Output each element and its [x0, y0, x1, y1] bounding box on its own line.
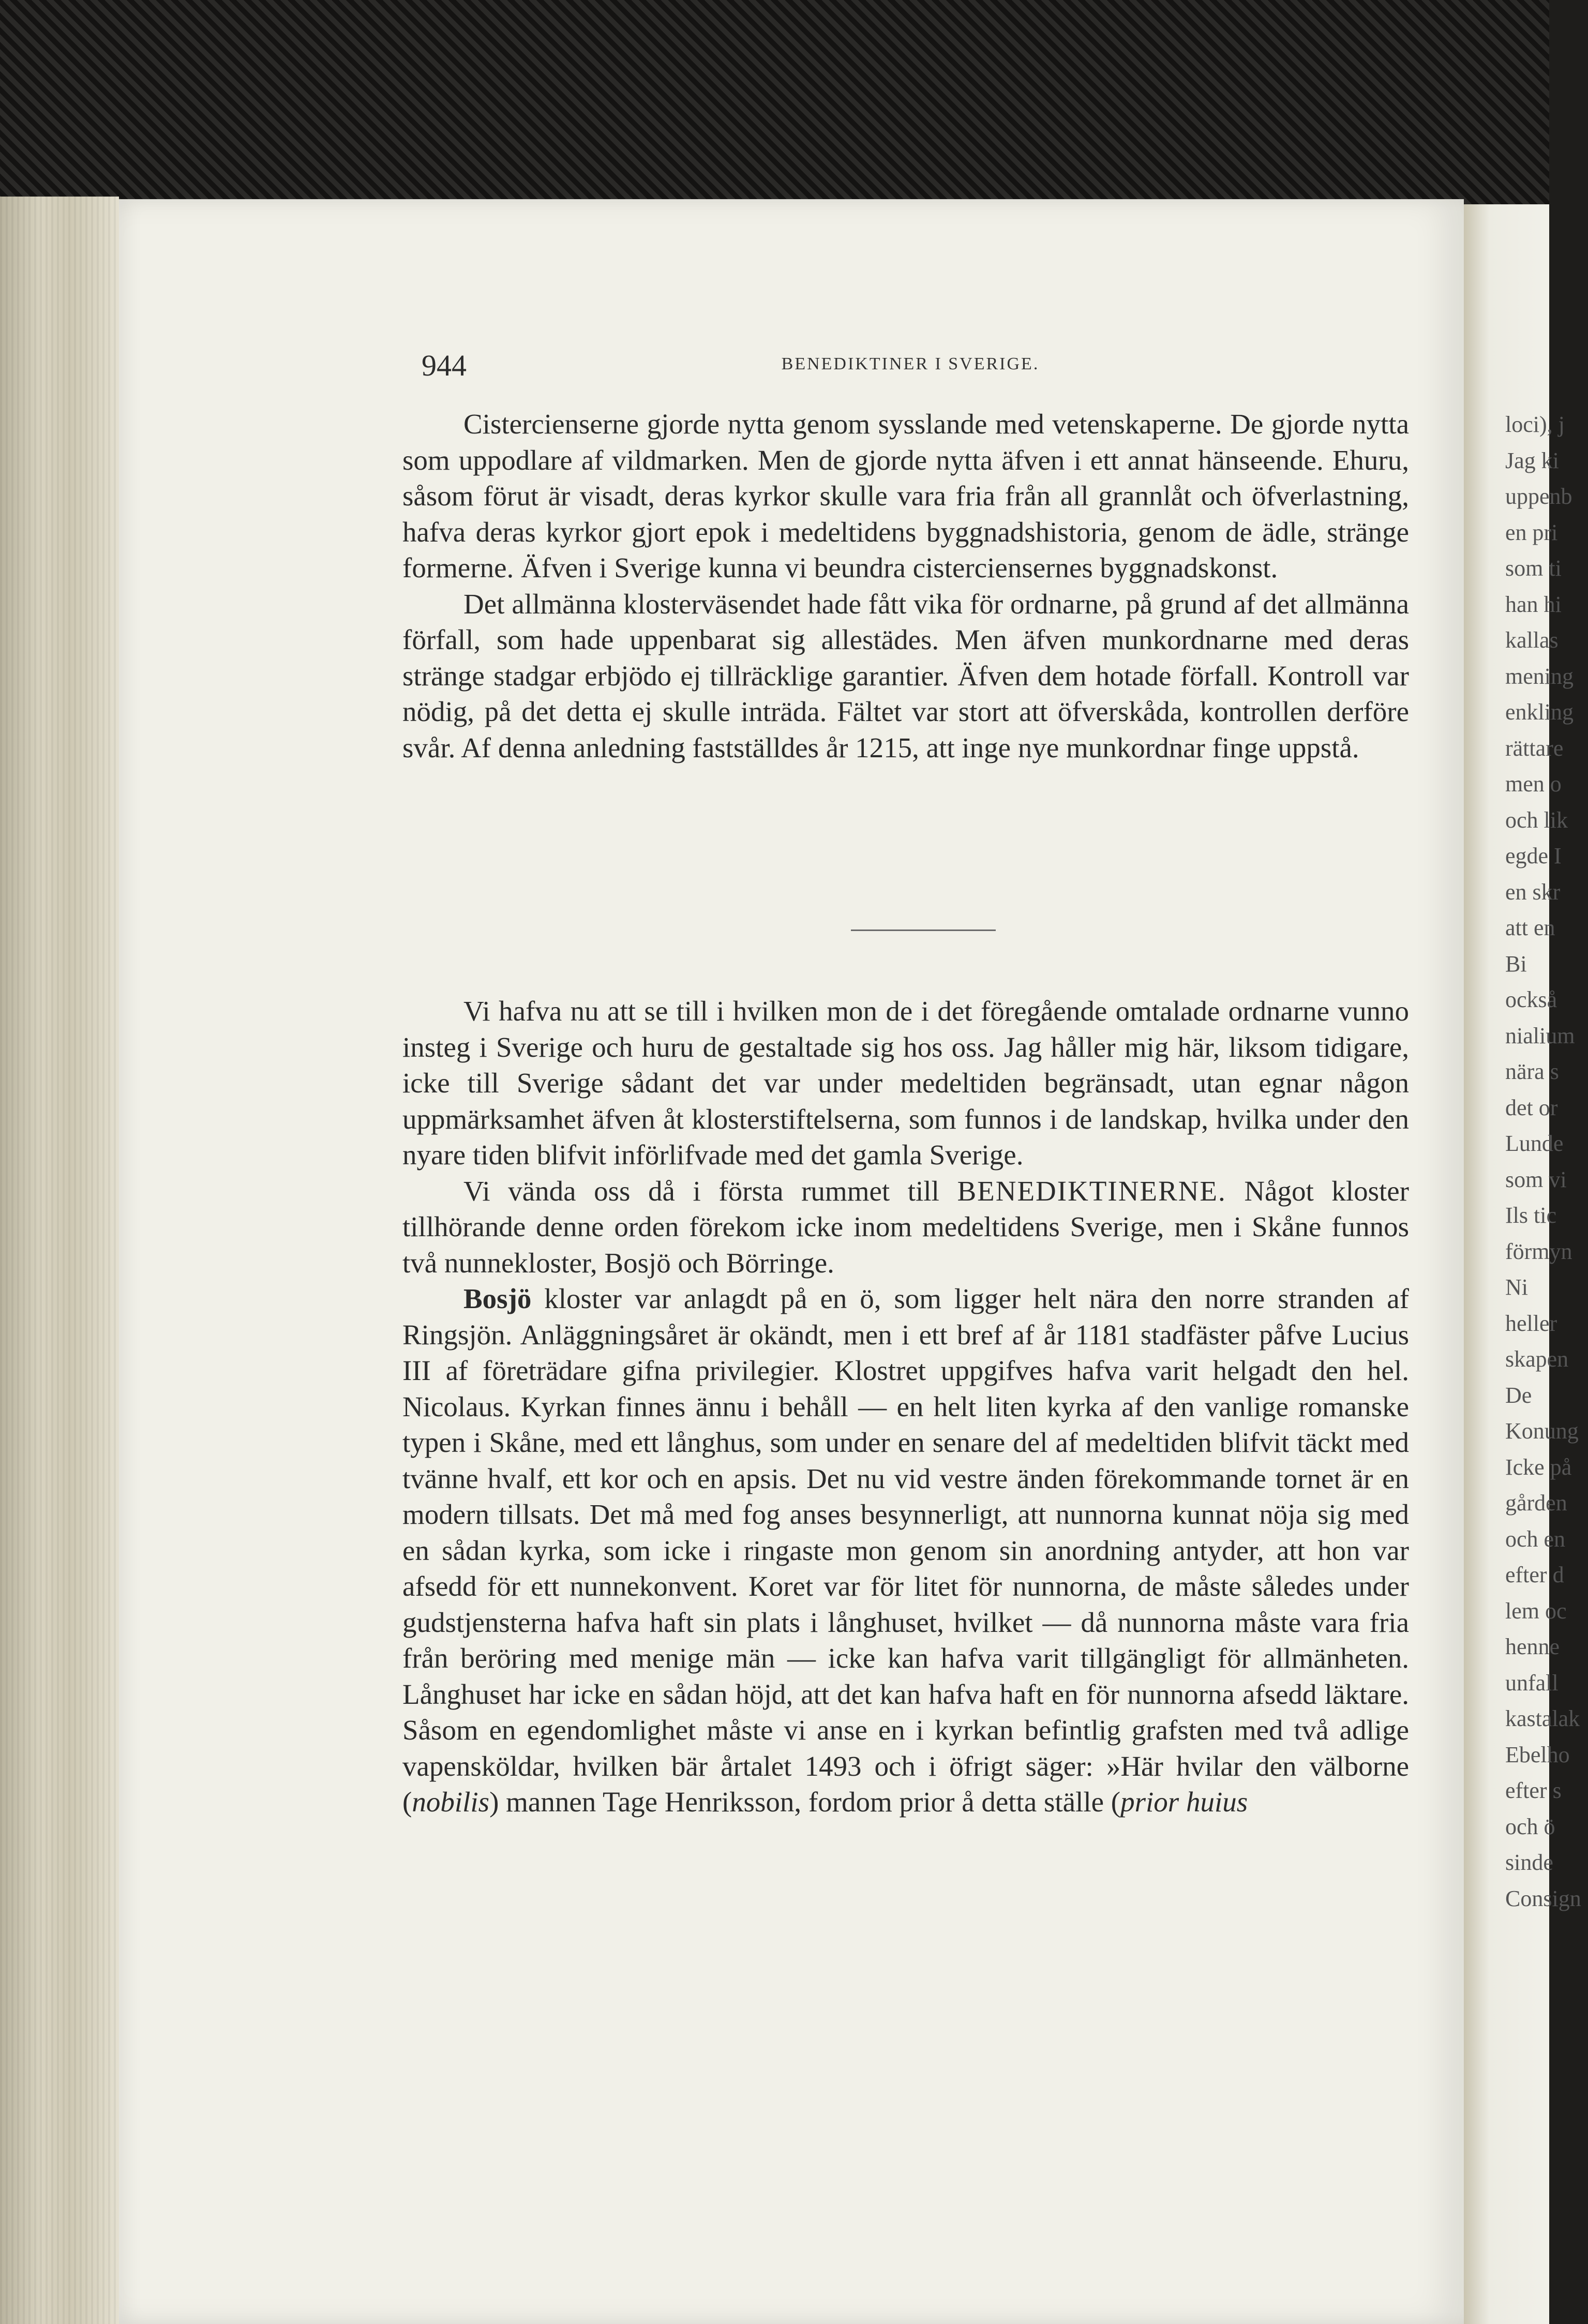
- adjacent-page-fragment: Consign: [1505, 1885, 1581, 1911]
- latin-term: nobilis: [412, 1786, 490, 1818]
- adjacent-page-fragment: och lik: [1505, 807, 1568, 833]
- adjacent-page-fragment: mening: [1505, 663, 1574, 689]
- adjacent-page-fragment: han hi: [1505, 591, 1562, 617]
- adjacent-page-fragment: en skr: [1505, 879, 1561, 905]
- text-span: Vi vända oss då i första rummet till: [463, 1175, 957, 1207]
- adjacent-page-fragment: men o: [1505, 771, 1562, 797]
- text-span: kloster var anlagdt på en ö, som ligger helt nära den norre stranden af Ringsjön. Anläggningsåret är okändt, men i ett bref af år 1181 stadfäster påfve Lucius III af företrädare gifna privilegier. Klostret uppgifves hafva varit helgadt den hel. Nicolaus. Kyrkan finnes ännu i behåll — en helt liten kyrka af den vanlige romanske typen i Skåne, med ett långhus, som under en senare del af medeltiden blifvit täckt med tvänne hvalf, ett kor och en apsis. Det nu vid vestre änden förekommande tornet är en modern tillsats. Det må med fog anses besynnerligt, att nunnorna kunnat nöja sig med en sådan kyrka, som icke i ringaste mon genom sin anordning antyder, att hon var afsedd för ett nunnekonvent. Koret var för litet för nunnorna, de måste således under gudstjensterna hafva haft sin plats i långhuset, hvilket — då nunnorna måste vara fria från beröring med menige män — icke kan hafva varit tillgängligt för allmänheten. Långhuset har icke en sådan höjd, att det kan hafva haft en för nunnorna afsedd läktare. Såsom en egendomlighet måste vi anse en i kyrkan befintlig grafsten med två adlige vapensköldar, hvilken bär årtalet 1493 och i öfrigt säger: »Här hvilar den välborne (: [402, 1283, 1409, 1818]
- section-divider: [851, 929, 996, 931]
- adjacent-page-fragment: att en: [1505, 915, 1555, 940]
- adjacent-page-fragment: kastalak: [1505, 1706, 1580, 1731]
- adjacent-page: [1464, 204, 1581, 2324]
- adjacent-page-fragment: förmyn: [1505, 1238, 1572, 1264]
- adjacent-page-fragment: gården: [1505, 1490, 1567, 1516]
- adjacent-page-fragment: uppenb: [1505, 484, 1572, 509]
- paragraph: [402, 1173, 1409, 1281]
- text-span: ) mannen Tage Henriksson, fordom prior å detta ställe (: [489, 1786, 1121, 1818]
- adjacent-page-fragment: som vi: [1505, 1166, 1567, 1192]
- adjacent-page-fragment: kallas: [1505, 627, 1559, 653]
- adjacent-page-fragment: Bi: [1505, 951, 1527, 977]
- paragraph: Det allmänna klosterväsendet hade fått vika för ordnarne, på grund af det allmänna förfall, som hade uppenbarat sig allestädes. Men äfven munkordnarne med deras stränge stadgar erbjödo ej tillräcklige garantier. Äfven dem hotade förfall. Kontroll var nödig, på det detta ej skulle inträda. Fältet var stort att öfverskåda, kontrollen derföre svår. Af denna anledning fastställdes år 1215, att inge nye munkordnar finge uppstå.: [402, 588, 1409, 763]
- adjacent-page-fragment: efter s: [1505, 1778, 1562, 1803]
- adjacent-page-fragment: efter d: [1505, 1562, 1564, 1587]
- adjacent-page-fragment: Ebelho: [1505, 1742, 1570, 1767]
- latin-term: prior huius: [1120, 1786, 1248, 1818]
- adjacent-page-fragment: Icke på: [1505, 1454, 1572, 1480]
- text-span: Något kloster tillhörande denne orden förekom icke inom medeltidens Sverige, men i Skåne funnos två nunnekloster, Bosjö och Börringe.: [402, 1175, 1409, 1279]
- adjacent-page-fragment: Lunde: [1505, 1131, 1564, 1156]
- adjacent-page-fragment: som ti: [1505, 556, 1562, 581]
- adjacent-page-fragment: rättare: [1505, 735, 1564, 761]
- adjacent-page-fragment: henne: [1505, 1634, 1560, 1659]
- lead-word: Bosjö: [463, 1283, 532, 1314]
- book-page: [119, 199, 1464, 2324]
- adjacent-page-fragment: sinde: [1505, 1850, 1553, 1875]
- adjacent-page-fragment: Ils tic: [1505, 1203, 1556, 1228]
- adjacent-page-fragment: och ö: [1505, 1813, 1555, 1839]
- paragraph: [402, 1281, 1409, 1820]
- adjacent-page-fragment: nära s: [1505, 1059, 1559, 1084]
- section-benedictines: [402, 993, 1409, 1820]
- section-cistercians: [402, 406, 1409, 766]
- adjacent-page-fragment: loci), j: [1505, 412, 1565, 437]
- page-edge-stack: [0, 197, 119, 2324]
- adjacent-page-fragment: unfall: [1505, 1670, 1559, 1696]
- adjacent-page-fragment: enkling: [1505, 699, 1574, 725]
- adjacent-page-fragment: egde I: [1505, 843, 1562, 868]
- adjacent-page-fragment: Ni: [1505, 1275, 1528, 1300]
- adjacent-page-fragment: Konung: [1505, 1418, 1579, 1444]
- order-name: BENEDIKTINERNE.: [957, 1175, 1226, 1207]
- adjacent-page-fragment: lem oc: [1505, 1598, 1567, 1624]
- page-header: [422, 348, 1399, 389]
- adjacent-page-fragment: en pri: [1505, 519, 1558, 545]
- adjacent-page-fragment: skapen: [1505, 1346, 1569, 1372]
- running-title: BENEDIKTINER I SVERIGE.: [781, 354, 1040, 373]
- scanner-background: [0, 0, 1549, 217]
- adjacent-page-fragment: Jag ki: [1505, 447, 1559, 473]
- page-number: 944: [422, 349, 467, 382]
- adjacent-page-fragment: också: [1505, 987, 1557, 1012]
- paragraph: Vi hafva nu att se till i hvilken mon de i det föregående omtalade ordnarne vunno insteg i Sverige och huru de gestaltade sig hos oss. Jag håller mig här, liksom tidigare, icke till Sverige sådant det var under medeltiden begränsadt, utan egnar någon uppmärksamhet äfven åt klosterstiftelserna, som funnos i de landskap, hvilka under den nyare tiden blifvit införlifvade med det gamla Sverige.: [402, 995, 1409, 1171]
- adjacent-page-fragment: nialium: [1505, 1023, 1575, 1048]
- paragraph: Cistercienserne gjorde nytta genom sysslande med vetenskaperne. De gjorde nytta som uppodlare af vildmarken. Men de gjorde nytta äfven i ett annat hänseende. Ehuru, såsom förut är visadt, deras kyrkor skulle vara fria från all grannlåt och öfverlastning, hafva deras kyrkor gjort epok i medeltidens byggnadshistoria, genom de ädle, stränge formerne. Äfven i Sverige kunna vi beundra cisterciensernes byggnadskonst.: [402, 408, 1409, 583]
- adjacent-page-fragment: De: [1505, 1382, 1532, 1408]
- adjacent-page-fragment: heller: [1505, 1310, 1557, 1336]
- adjacent-page-fragment: och en: [1505, 1526, 1566, 1552]
- adjacent-page-fragment: det or: [1505, 1094, 1558, 1120]
